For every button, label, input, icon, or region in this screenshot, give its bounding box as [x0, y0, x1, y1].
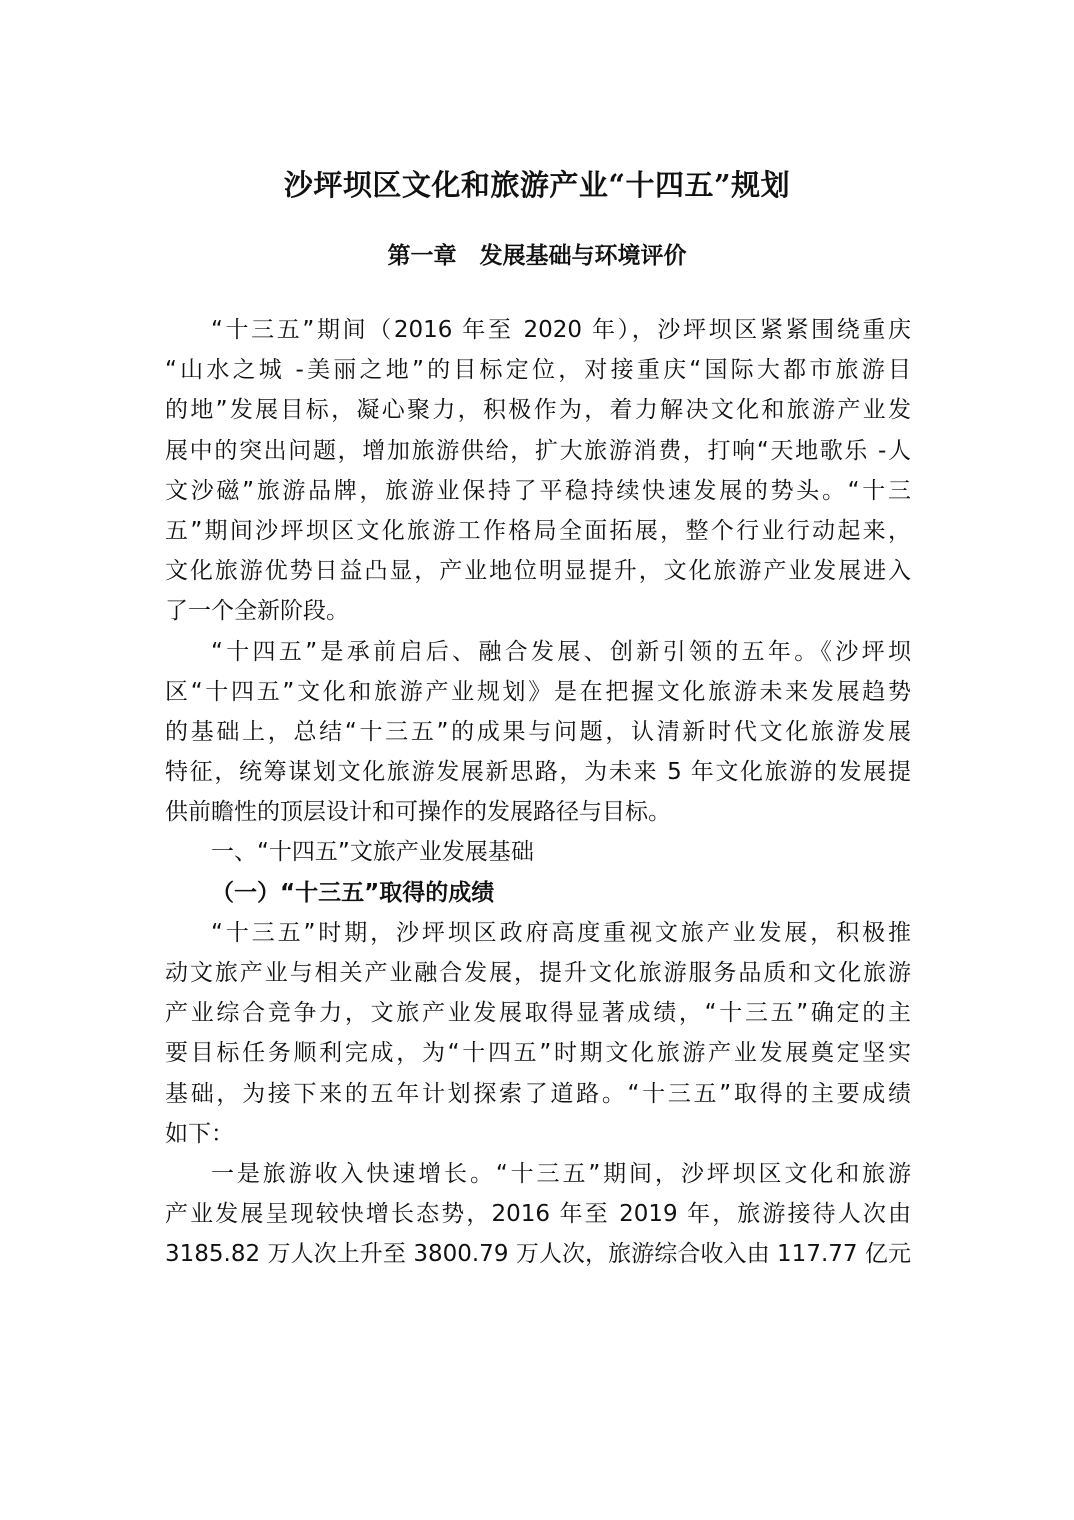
paragraph-line: 要目标任务顺利完成，为“十四五”时期文化旅游产业发展奠定坚实 — [165, 1040, 911, 1067]
paragraph-line: 文沙磁”旅游品牌，旅游业保持了平稳持续快速发展的势头。“十三 — [165, 477, 911, 504]
paragraph-line: 特征，统筹谋划文化旅游发展新思路，为未来 5 年文化旅游的发展提 — [165, 759, 911, 786]
chapter-heading: 第一章 发展基础与环境评价 — [387, 243, 687, 269]
paragraph-line: 产业发展呈现较快增长态势，2016 年至 2019 年，旅游接待人次由 — [165, 1201, 911, 1228]
paragraph-line: “十三五”期间（2016 年至 2020 年），沙坪坝区紧紧围绕重庆 — [211, 317, 911, 343]
paragraph-line: 一是旅游收入快速增长。“十三五”期间，沙坪坝区文化和旅游 — [211, 1160, 911, 1187]
paragraph-line: “十四五”是承前启后、融合发展、创新引领的五年。《沙坪坝 — [211, 638, 911, 665]
paragraph-line: 的基础上，总结“十三五”的成果与问题，认清新时代文化旅游发展 — [165, 718, 911, 745]
paragraph-line: “山水之城 -美丽之地”的目标定位，对接重庆“国际大都市旅游目 — [165, 357, 911, 384]
paragraph-line: 区“十四五”文化和旅游产业规划》是在把握文化旅游未来发展趋势 — [165, 678, 911, 705]
paragraph-line: “十三五”时期，沙坪坝区政府高度重视文旅产业发展，积极推 — [211, 919, 911, 946]
paragraph-line: 了一个全新阶段。 — [165, 598, 349, 625]
paragraph-line: 3185.82 万人次上升至 3800.79 万人次，旅游综合收入由 117.77 亿元 — [165, 1241, 911, 1268]
document-body — [165, 310, 911, 1275]
paragraph-line: 基础，为接下来的五年计划探索了道路。“十三五”取得的主要成绩 — [165, 1080, 911, 1107]
section-heading: 一、“十四五”文旅产业发展基础 — [211, 839, 534, 866]
paragraph-line: 五”期间沙坪坝区文化旅游工作格局全面拓展，整个行业行动起来， — [165, 517, 911, 544]
paragraph-line: 文化旅游优势日益凸显，产业地位明显提升，文化旅游产业发展进入 — [165, 558, 911, 585]
document-title: 沙坪坝区文化和旅游产业“十四五”规划 — [283, 168, 791, 202]
paragraph-line: 供前瞻性的顶层设计和可操作的发展路径与目标。 — [165, 799, 671, 826]
paragraph-line: 动文旅产业与相关产业融合发展，提升文化旅游服务品质和文化旅游 — [165, 960, 911, 986]
paragraph-line: 展中的突出问题，增加旅游供给，扩大旅游消费，打响“天地歌乐 -人 — [165, 437, 911, 464]
paragraph-line: 如下： — [165, 1120, 234, 1147]
paragraph-line: 的地”发展目标，凝心聚力，积极作为，着力解决文化和旅游产业发 — [165, 397, 911, 424]
paragraph-line: 产业综合竞争力，文旅产业发展取得显著成绩，“十三五”确定的主 — [165, 1000, 911, 1027]
subsection-heading: （一）“十三五”取得的成绩 — [211, 879, 495, 906]
